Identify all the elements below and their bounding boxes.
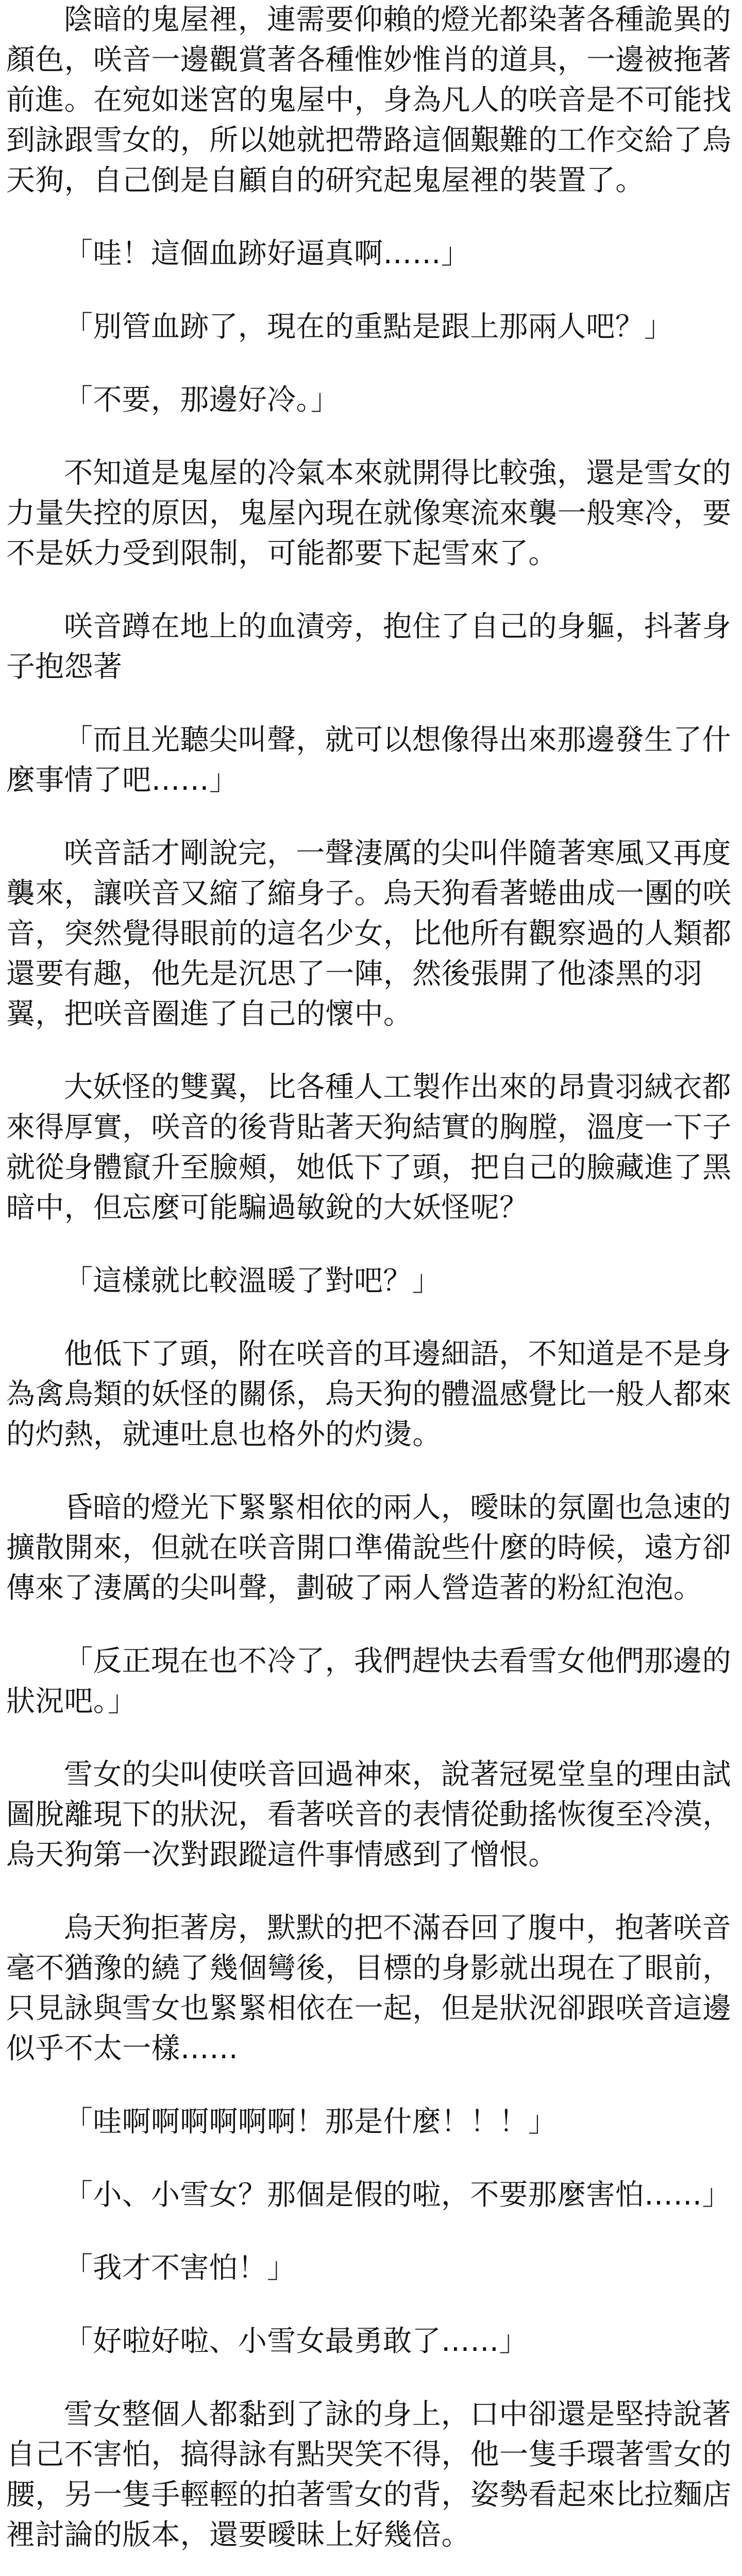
paragraph: 烏天狗拒著房，默默的把不滿吞回了腹中，抱著咲音毫不猶豫的繞了幾個彎後，目標的身影就出現在了眼前，只見詠與雪女也緊緊相依在一起，但是狀況卻跟咲音這邊似乎不太一樣……: [6, 1911, 732, 2065]
paragraph: 「別管血跡了，現在的重點是跟上那兩人吧？」: [64, 310, 673, 344]
paragraph: 「而且光聽尖叫聲，就可以想像得出來那邊發生了什麼事情了吧……」: [6, 723, 731, 797]
paragraph: 昏暗的燈光下緊緊相依的兩人，曖昧的氛圍也急速的擴散開來，但就在咲音開口準備說些什麼的時候，遠方卻傳來了淒厲的尖叫聲，劃破了兩人營造著的粉紅泡泡。: [6, 1491, 732, 1605]
paragraph: 他低下了頭，附在咲音的耳邊細語，不知道是不是身為禽鳥類的妖怪的關係，烏天狗的體溫感覺比一般人都來的灼熱，就連吐息也格外的灼燙。: [6, 1337, 732, 1451]
paragraph: 「反正現在也不冷了，我們趕快去看雪女他們那邊的狀況吧。」: [6, 1645, 731, 1718]
paragraph: 雪女的尖叫使咲音回過神來，說著冠冕堂皇的理由試圖脫離現下的狀況，看著咲音的表情從動搖恢復至冷漠，烏天狗第一次對跟蹤這件事情感到了憎恨。: [6, 1758, 732, 1872]
paragraph: 大妖怪的雙翼，比各種人工製作出來的昂貴羽絨衣都來得厚實，咲音的後背貼著天狗結實的胸膛，溫度一下子就從身體竄升至臉頰，她低下了頭，把自己的臉藏進了黑暗中，但忘麼可能騙過敏銳的大妖怪呢？: [6, 1071, 732, 1225]
story-text: [6, 0, 736, 2576]
paragraph: 不知道是鬼屋的冷氣本來就開得比較強，還是雪女的力量失控的原因，鬼屋內現在就像寒流來襲一般寒冷，要不是妖力受到限制，可能都要下起雪來了。: [6, 456, 732, 570]
paragraph: 「小、小雪女？那個是假的啦，不要那麼害怕……」: [64, 2178, 731, 2212]
paragraph: 「哇！這個血跡好逼真啊……」: [64, 237, 470, 270]
paragraph: 「不要，那邊好冷。」: [64, 383, 340, 417]
paragraph: 「這樣就比較溫暖了對吧？」: [64, 1264, 441, 1298]
paragraph: 咲音話才剛說完，一聲淒厲的尖叫伴隨著寒風又再度襲來，讓咲音又縮了縮身子。烏天狗看著蜷曲成一團的咲音，突然覺得眼前的這名少女，比他所有觀察過的人類都還要有趣，他先是沉思了一陣，然後張開了他漆黑的羽翼，把咲音圈進了自己的懷中。: [6, 837, 732, 1031]
paragraph: 「我才不害怕！」: [64, 2251, 296, 2285]
paragraph: 陰暗的鬼屋裡，連需要仰賴的燈光都染著各種詭異的顏色，咲音一邊觀賞著各種惟妙惟肖的道具，一邊被拖著前進。在宛如迷宮的鬼屋中，身為凡人的咲音是不可能找到詠跟雪女的，所以她就把帶路這個艱難的工作交給了烏天狗，自己倒是自顧自的研究起鬼屋裡的裝置了。: [6, 3, 732, 197]
paragraph: 「好啦好啦、小雪女最勇敢了……」: [64, 2325, 528, 2358]
paragraph: 雪女整個人都黏到了詠的身上，口中卻還是堅持說著自己不害怕，搞得詠有點哭笑不得，他一隻手環著雪女的腰，另一隻手輕輕的拍著雪女的背，姿勢看起來比拉麵店裡討論的版本，還要曖昧上好幾倍。: [6, 2398, 732, 2552]
paragraph: 「哇啊啊啊啊啊啊！那是什麼！！！」: [64, 2105, 558, 2139]
paragraph: 咲音蹲在地上的血漬旁，抱住了自己的身軀，抖著身子抱怨著: [6, 610, 731, 684]
